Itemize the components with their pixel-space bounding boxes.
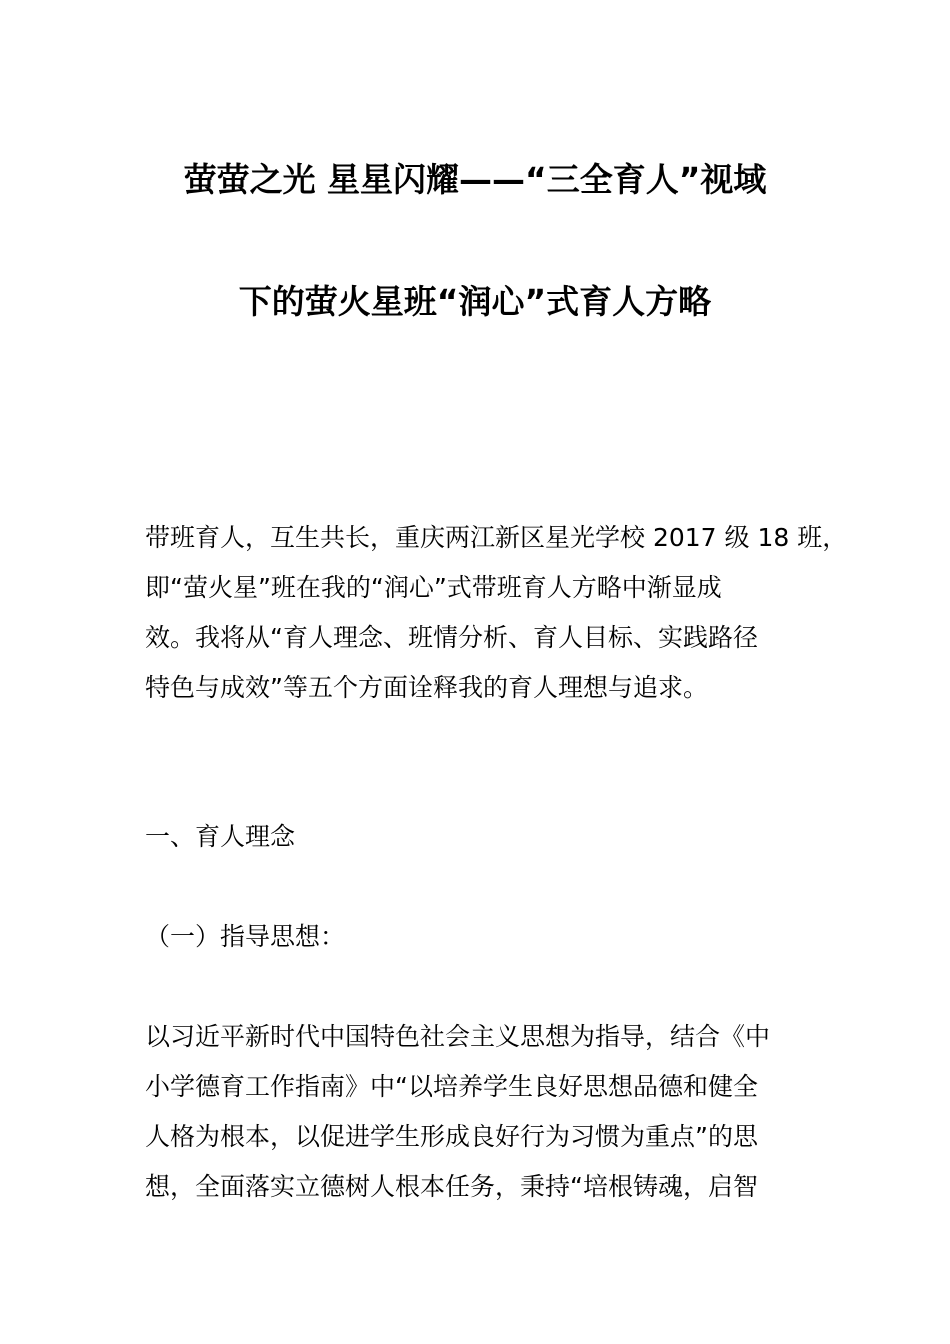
intro-line-3: 效。我将从“育人理念、班情分析、育人目标、实践路径: [145, 623, 758, 652]
intro-line-2: 即“萤火星”班在我的“润心”式带班育人方略中渐显成: [145, 573, 722, 602]
guiding-line-2: 小学德育工作指南》中“以培养学生良好思想品德和健全: [145, 1072, 758, 1101]
intro-paragraph: [145, 513, 848, 713]
section-heading-block: [145, 812, 845, 862]
subsection-heading-block: [145, 912, 845, 962]
intro-line-4: 特色与成效”等五个方面诠释我的育人理想与追求。: [145, 673, 708, 702]
document-title-line-1: 萤萤之光 星星闪耀——“三全育人”视域: [183, 160, 767, 199]
intro-line-1: 带班育人，互生共长，重庆两江新区星光学校 2017 级 18 班，: [145, 523, 848, 552]
subsection-heading: （一）指导思想：: [145, 922, 346, 951]
guiding-thought-paragraph: [145, 1012, 845, 1212]
guiding-line-4: 想，全面落实立德树人根本任务，秉持“培根铸魂，启智: [145, 1172, 758, 1201]
guiding-line-3: 人格为根本，以促进学生形成良好行为习惯为重点”的思: [145, 1122, 758, 1151]
section-heading: 一、育人理念: [145, 822, 296, 851]
guiding-line-1: 以习近平新时代中国特色社会主义思想为指导，结合《中: [145, 1022, 771, 1051]
document-title-line-2: 下的萤火星班“润心”式育人方略: [238, 282, 712, 321]
